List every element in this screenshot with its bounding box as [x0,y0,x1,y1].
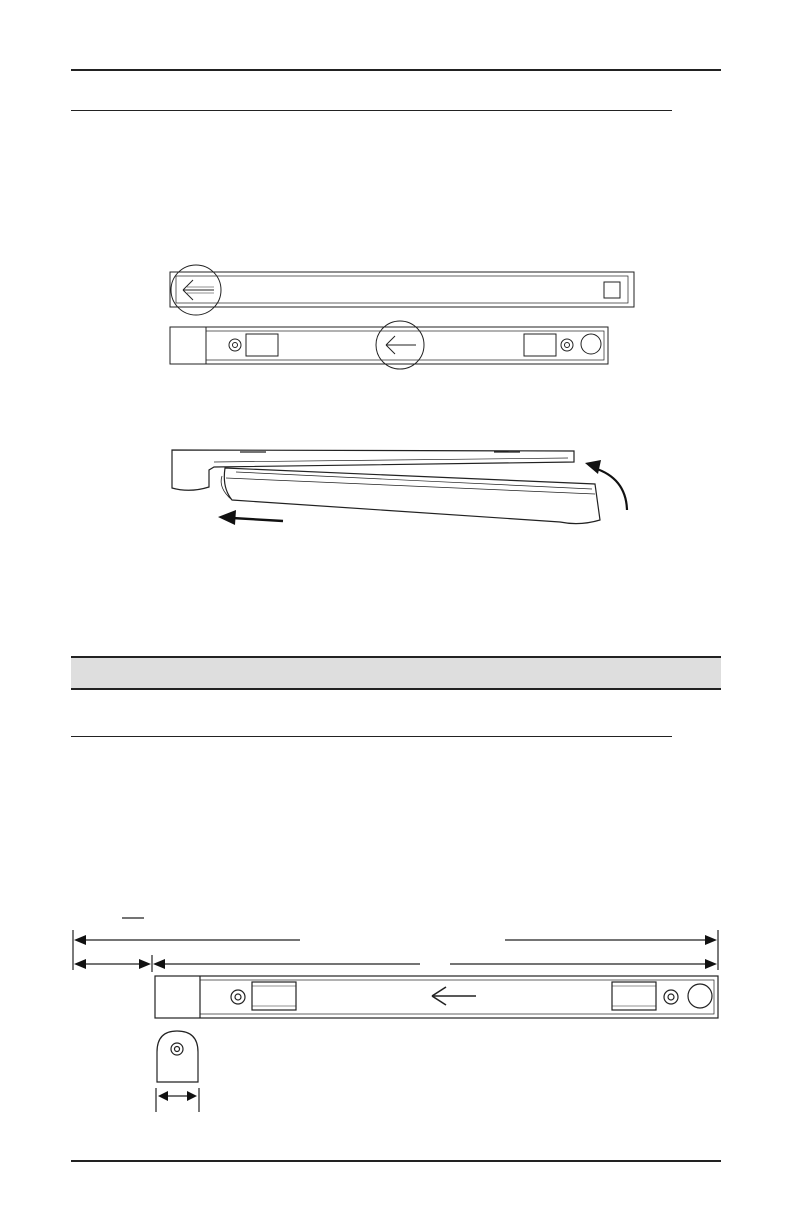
disassembly-figure [0,430,793,540]
footer-rule [71,1160,721,1162]
section-header-band [71,656,721,690]
upper-strip [170,272,634,307]
push-arrow-icon [218,510,283,525]
section-subrule [71,736,672,737]
end-cap [157,1031,198,1082]
arrow-left-icon [386,336,416,354]
arrow-left-icon [183,280,214,300]
subheader-rule [71,110,672,111]
strip-top-view-figure [0,260,793,380]
curved-arrow-icon [585,460,627,510]
arrow-left-icon [432,987,476,1005]
dimension-figure [0,910,793,1120]
header-rule [71,69,721,71]
